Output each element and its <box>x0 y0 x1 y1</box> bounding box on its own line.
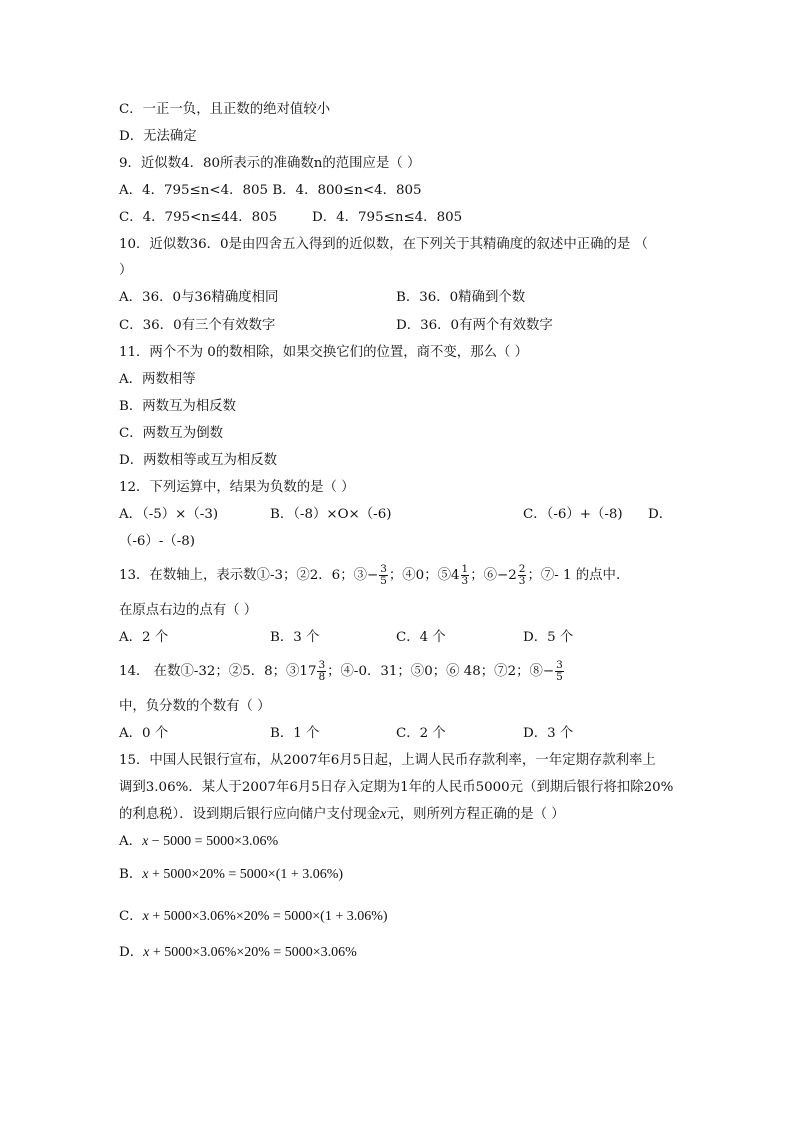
q13-stem <box>119 563 620 589</box>
q15-option-b <box>119 866 343 884</box>
q11-stem: 11．两个不为 0的数相除，如果交换它们的位置，商不变，那么（ ） <box>119 345 529 360</box>
q13-frac3-prefix: −2 <box>497 568 517 583</box>
q13-fraction-2: $\frac{1}{3}$ <box>461 563 469 587</box>
q9-stem: 9．近似数4．80所表示的准确数n的范围应是（ ） <box>119 156 421 171</box>
q10-option-d: D．36．0有两个有效数字 <box>396 318 553 333</box>
q15-option-b-label: B． <box>119 867 143 882</box>
q13-separator-1: ；④0；⑤ <box>388 568 451 583</box>
q15-option-c-label: C． <box>119 909 143 924</box>
q14-option-a: A．0 个 <box>119 726 169 741</box>
q13-stem-start: 13．在数轴上，表示数①-3；②2．6；③ <box>119 568 367 583</box>
q15-stem-line-2: 调到3.06%．某人于2007年6月5日存入定期为1年的人民币5000元（到期后银行将扣除20% <box>119 780 674 795</box>
q15-stem-line-3-end: 元，则所列方程正确的是（ ） <box>386 807 565 822</box>
q10-option-b: B．36．0精确到个数 <box>396 290 526 305</box>
q9-option-c: C．4．795<n≤44．805 <box>119 210 278 225</box>
q14-fraction-1: $\frac{3}{8}$ <box>318 659 326 683</box>
q14-option-c: C．2 个 <box>396 726 446 741</box>
q12-option-d-label: D． <box>648 507 673 522</box>
q10-option-a: A．36．0与36精确度相同 <box>119 290 279 305</box>
q11-option-a: A．两数相等 <box>119 372 196 387</box>
q15-stem-line-3-start: 的利息税）．设到期后银行应向储户支付现金 <box>119 807 381 822</box>
q14-option-b: B．1 个 <box>270 726 320 741</box>
q15-option-d-label: D． <box>119 945 144 960</box>
q15-option-d-equation: x + 5000×3.06%×20% = 5000×3.06% <box>143 945 357 960</box>
q10-stem-cont: ） <box>119 263 133 278</box>
q12-option-a: A．（-5）×（-3) <box>119 507 219 522</box>
q11-option-c: C．两数互为倒数 <box>119 426 223 441</box>
q14-option-d: D．3 个 <box>523 726 574 741</box>
q13-mixed-whole: 4 <box>451 568 460 583</box>
q15-option-a-equation: x − 5000 = 5000×3.06% <box>142 834 279 849</box>
q11-option-b: B．两数互为相反数 <box>119 399 236 414</box>
q15-option-b-equation: x + 5000×20% = 5000×(1 + 3.06%) <box>142 867 344 882</box>
q15-variable-x: x <box>380 807 387 822</box>
q14-fraction-2: $\frac{3}{5}$ <box>556 659 563 683</box>
q15-option-c-equation: x + 5000×3.06%×20% = 5000×(1 + 3.06%) <box>142 909 388 924</box>
q12-option-b: B．（-8）×O×（-6) <box>270 507 392 522</box>
q12-option-c: C．（-6）+（-8) <box>523 507 623 522</box>
q9-option-d: D．4．795≤n≤4．805 <box>312 210 463 225</box>
q15-option-d <box>119 944 357 962</box>
q13-option-c: C．4 个 <box>396 630 446 645</box>
q12-stem: 12．下列运算中，结果为负数的是（ ） <box>119 480 355 495</box>
q15-stem-line-1: 15．中国人民银行宣布，从2007年6月5日起，上调人民币存款利率，一年定期存款利率上 <box>119 753 656 768</box>
q14-stem-start: 14． 在数①-32；②5．8；③ <box>119 664 300 679</box>
q14-frac2-sign: − <box>542 664 555 679</box>
q13-frac1-sign: − <box>366 568 379 583</box>
q15-option-a <box>119 833 278 851</box>
q15-option-a-label: A． <box>119 834 143 849</box>
q10-stem: 10．近似数36．0是由四舍五入得到的近似数，在下列关于其精确度的叙述中正确的是 （ <box>119 237 648 252</box>
q14-stem-line-2: 中，负分数的个数有（ ） <box>119 699 271 714</box>
q13-separator-2: ；⑥ <box>470 568 497 583</box>
q13-option-d: D．5 个 <box>523 630 574 645</box>
q15-option-c <box>119 908 388 926</box>
q9-options-ab: A．4．795≤n<4．805 B．4．800≤n<4．805 <box>119 183 422 198</box>
q10-option-c: C．36．0有三个有效数字 <box>119 318 276 333</box>
q14-mixed-whole: 17 <box>299 664 317 679</box>
q15-stem-line-3 <box>119 806 565 824</box>
q8-option-c: C．一正一负，且正数的绝对值较小 <box>119 102 331 117</box>
q13-fraction-1: $\frac{3}{5}$ <box>380 563 387 587</box>
q14-stem <box>119 659 565 685</box>
q13-stem-line-2: 在原点右边的点有（ ） <box>119 603 258 618</box>
q13-option-a: A．2 个 <box>119 630 169 645</box>
q14-stem-middle: ；④-0．31；⑤0；⑥ 48；⑦2；⑧ <box>327 664 543 679</box>
q13-option-b: B．3 个 <box>270 630 320 645</box>
q8-option-d: D．无法确定 <box>119 129 197 144</box>
q12-option-d: （-6）-（-8) <box>119 534 196 549</box>
q13-stem-end: ；⑦- 1 的点中. <box>527 568 621 583</box>
q13-fraction-3: $\frac{2}{3}$ <box>518 563 526 587</box>
q11-option-d: D．两数相等或互为相反数 <box>119 453 278 468</box>
